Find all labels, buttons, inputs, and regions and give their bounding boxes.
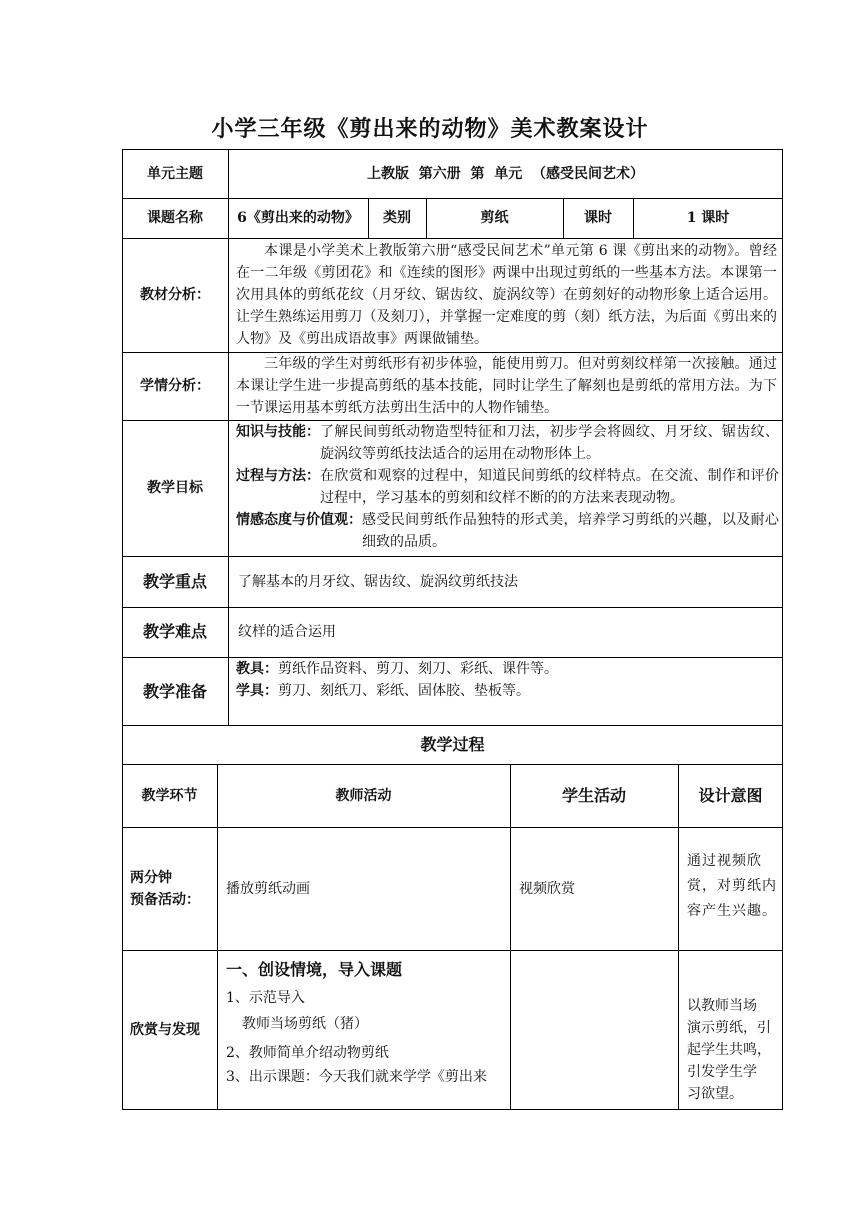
difficulty-label: 教学难点 [142,622,207,641]
student-analysis-text: 三年级的学生对剪纸形有初步体验，能使用剪刀。但对剪刻纹样第一次接触。通过本课让学生进一步提高剪纸的基本技能，同时让学生了解刻也是剪纸的常用方法。为下一节课运用基本剪纸方法剪出生活中的人物作铺垫。 [236,356,777,416]
document-title: 小学三年级《剪出来的动物》美术教案设计 [211,116,649,142]
teacher-activity-warmup: 播放剪纸动画 [226,880,310,897]
objective-key: 知识与技能： [236,424,320,440]
header-student-activity: 学生活动 [561,785,626,805]
unit-theme-value: 上教版 第六册 第 单元 （感受民间艺术） [367,165,644,182]
stage-warmup [122,827,217,950]
key-point-label: 教学重点 [142,571,207,591]
material-analysis-label: 教材分析： [140,287,210,303]
objective-text: 了解民间剪纸动物造型特征和刀法，初步学会将圆纹、月牙纹、锯齿纹、旋涡纹等剪纸技法适合的运用在动物形体上。 [320,424,779,462]
lesson-name-label: 课题名称 [147,210,203,226]
student-analysis-cell [228,352,783,420]
student-activity-appreciation [510,950,678,1110]
category-value: 剪纸 [480,210,509,226]
key-point-text: 了解基本的月牙纹、锯齿纹、旋涡纹剪纸技法 [238,573,518,590]
objectives-cell [228,420,783,556]
hours-value: 1 课时 [686,210,730,226]
intent-line: 习欲望。 [687,1086,743,1102]
preparation-label: 教学准备 [142,681,207,701]
objective-text: 感受民间剪纸作品独特的形式美，培养学习剪纸的兴趣，以及耐心细致的品质。 [362,512,779,550]
student-tools-text: 剪刀、刻纸刀、彩纸、固体胶、垫板等。 [278,683,530,699]
intent-line: 以教师当场 [687,998,757,1014]
stage-line: 两分钟 [130,869,172,886]
activity-line: 教师当场剪纸（猪） [242,1016,368,1032]
stage-appreciation: 欣赏与发现 [130,1022,200,1038]
preparation-student-line [236,680,777,702]
intent-line: 起学生共鸣， [687,1042,771,1058]
stage-line: 预备活动： [130,891,200,908]
intent-line: 演示剪纸，引 [687,1020,771,1036]
design-intent-warmup [678,827,783,950]
student-tools-key: 学具： [236,683,278,699]
preparation-teacher-line [236,658,777,680]
preparation-cell [228,657,783,726]
teacher-tools-key: 教具： [236,661,278,677]
objective-process [236,465,779,509]
activity-line: 3、出示课题：今天我们就来学学《剪出来 [226,1069,487,1085]
header-design-intent: 设计意图 [698,785,763,805]
student-analysis-label: 学情分析： [140,378,210,394]
category-label: 类别 [383,210,411,226]
material-analysis-text: 本课是小学美术上教版第六册“感受民间艺术”单元第 6 课《剪出来的动物》。曾经在一二年级《剪团花》和《连续的图形》两课中出现过剪纸的一些基本方法。本课第一次用具体的剪纸花纹（月牙纹、锯齿纹、旋涡纹等）在剪刻好的动物形象上适合运用。让学生熟练运用剪刀（及刻刀），并掌握一定难度的剪（刻）纸方法，为后面《剪出来的人物》及《剪出成语故事》两课做铺垫。 [236,243,777,347]
design-intent-appreciation [678,950,783,1110]
unit-theme-label: 单元主题 [147,165,203,182]
objective-attitude [236,509,779,553]
objective-key: 过程与方法： [236,468,320,484]
header-teacher-activity: 教师活动 [335,787,392,804]
intent-line: 通过视频欣 [687,853,762,869]
lesson-name-value: 6《剪出来的动物》 [237,210,359,226]
header-stage: 教学环节 [141,787,198,804]
intent-line: 引发学生学 [687,1064,757,1080]
teaching-process-title: 教学过程 [420,735,485,754]
objective-knowledge [236,421,779,465]
activity-line: 1、示范导入 [226,990,305,1006]
objective-key: 情感态度与价值观： [236,512,362,528]
material-analysis-cell [228,238,783,352]
teacher-tools-text: 剪纸作品资料、剪刀、刻刀、彩纸、课件等。 [278,661,558,677]
intent-line: 容产生兴趣。 [687,903,777,919]
intent-line: 赏，对剪纸内 [687,878,777,894]
activity-heading: 一、创设情境，导入课题 [226,960,403,979]
teacher-activity-appreciation [217,950,510,1110]
student-activity-warmup: 视频欣赏 [519,880,575,897]
objective-text: 在欣赏和观察的过程中，知道民间剪纸的纹样特点。在交流、制作和评价过程中，学习基本的剪刻和纹样不断的的方法来表现动物。 [320,468,779,506]
difficulty-text: 纹样的适合运用 [238,624,336,640]
objectives-label: 教学目标 [147,480,203,496]
activity-line: 2、教师简单介绍动物剪纸 [226,1045,389,1061]
hours-label: 课时 [584,210,612,226]
